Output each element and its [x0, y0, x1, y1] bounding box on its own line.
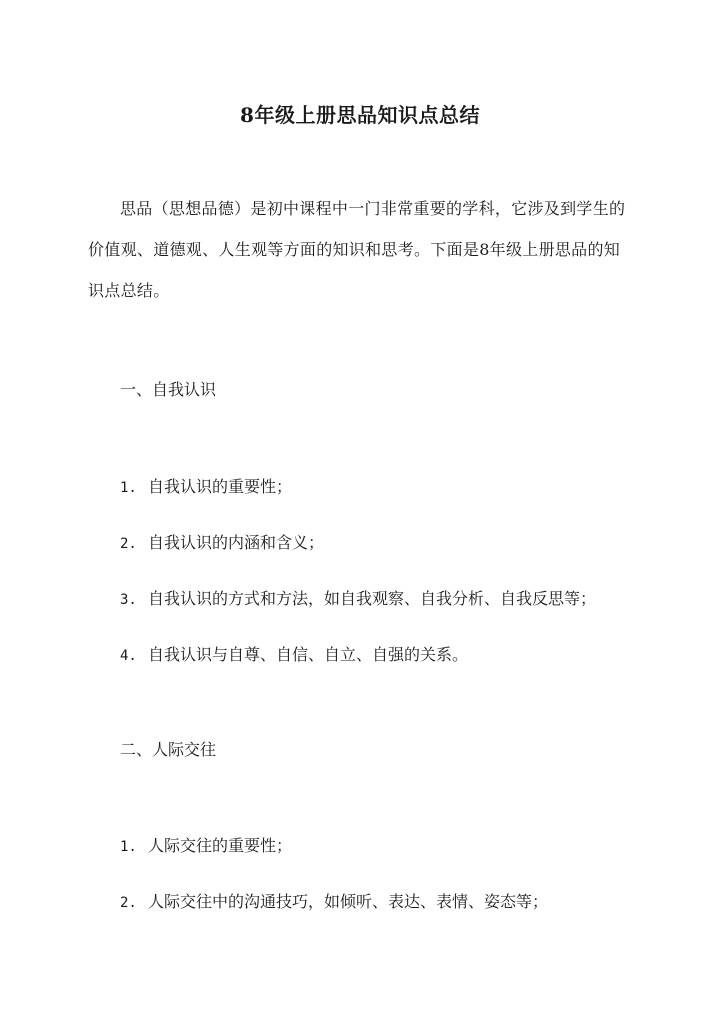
- list-item-text: 人际交往的重要性；: [148, 836, 293, 855]
- list-item-number: 4.: [120, 648, 137, 664]
- list-item: [120, 890, 548, 915]
- list-item-number: 1.: [120, 480, 137, 496]
- list-item: [120, 643, 468, 668]
- list-item-text: 自我认识与自尊、自信、自立、自强的关系。: [148, 645, 469, 664]
- list-item-text: 人际交往中的沟通技巧，如倾听、表达、表情、姿态等；: [148, 892, 549, 911]
- list-item: [120, 834, 292, 859]
- list-item-text: 自我认识的内涵和含义；: [148, 533, 325, 552]
- section-heading-self-awareness: 一、自我认识: [120, 380, 217, 399]
- document-title: 8年级上册思品知识点总结: [240, 103, 480, 128]
- section-heading-interpersonal: 二、人际交往: [120, 740, 217, 759]
- list-item-text: 自我认识的重要性；: [148, 477, 293, 496]
- intro-paragraph: 思品（思想品德）是初中课程中一门非常重要的学科，它涉及到学生的价值观、道德观、人生观等方面的知识和思考。下面是8年级上册思品的知识点总结。: [88, 199, 626, 300]
- list-item: [120, 475, 292, 500]
- list-item: [120, 531, 324, 556]
- list-item-number: 2.: [120, 536, 137, 552]
- list-item-text: 自我认识的方式和方法，如自我观察、自我分析、自我反思等；: [148, 589, 597, 608]
- list-item: [120, 587, 596, 612]
- list-item-number: 1.: [120, 839, 137, 855]
- list-item-number: 3.: [120, 592, 137, 608]
- list-item-number: 2.: [120, 895, 137, 911]
